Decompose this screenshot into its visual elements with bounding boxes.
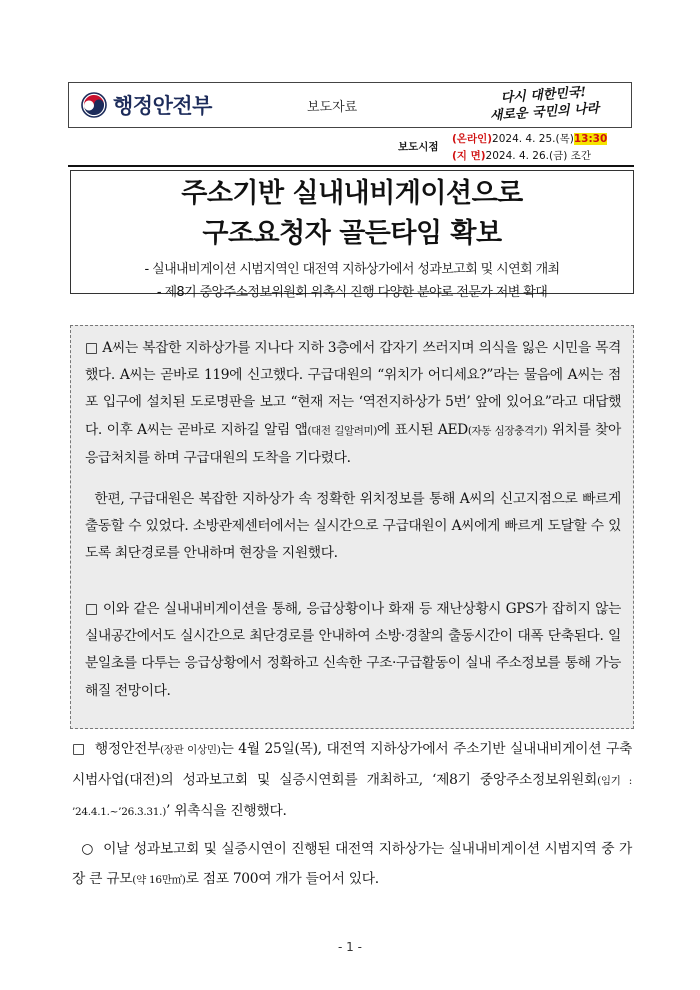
- scenario-paragraph-1: □ A씨는 복잡한 지하상가를 지나다 지하 3층에서 갑자기 쓰러지며 의식을 잃은 시민을 목격했다. A씨는 곧바로 119에 신고했다. 구급대원의 “위치가 어디세요?”라는 물음에 A씨는 점포 입구에 설치된 도로명판을 보고 “현재 저는 ‘역전지하상가 5번’ 앞에 있어요”라고 대답했다. 이후 A씨는 곧바로 지하길 알림 앱(대전 길알려미)에 표시된 AED(자동 심장충격기) 위치를 찾아 응급처치를 하며 구급대원의 도착을 기다렸다.: [85, 340, 621, 466]
- taegeuk-emblem-icon: [81, 92, 107, 118]
- headline: [71, 174, 633, 254]
- online-tag: (온라인): [452, 133, 493, 145]
- scenario-box: [70, 325, 634, 729]
- online-date: 2024. 4. 25.(목): [492, 133, 574, 145]
- body-paragraph-2: ○ 이날 성과보고회 및 실증시연이 진행된 대전역 지하상가는 실내내비게이션 시범지역 중 가장 큰 규모(약 16만㎡)로 점포 700여 개가 들어서 있다.: [72, 841, 632, 887]
- body-paragraph-1: □ 행정안전부(장관 이상민)는 4월 25일(목), 대전역 지하상가에서 주소기반 실내내비게이션 구축 시범사업(대전)의 성과보고회 및 실증시연회를 개최하고, ‘제8기 중앙주소정보위원회(임기 : ’24.4.1.~’26.3.31.)’ 위촉식을 진행했다.: [72, 741, 632, 819]
- bullet-circle: ○: [81, 841, 94, 857]
- ministry-name: 행정안전부: [113, 94, 212, 118]
- bullet-square: □: [85, 601, 99, 617]
- scenario-paragraph-3: □ 이와 같은 실내내비게이션을 통해, 응급상황이나 화재 등 재난상황시 GPS가 잡히지 않는 실내공간에서도 실시간으로 최단경로를 안내하여 소방·경찰의 출동시간이 대폭 단축된다. 일분일초를 다투는 응급상황에서 정확하고 신속한 구조·구급활동이 실내 주소정보를 통해 가능해질 전망이다.: [85, 601, 621, 699]
- subheadline-1: - 실내내비게이션 시범지역인 대전역 지하상가에서 성과보고회 및 시연회 개최: [144, 262, 560, 277]
- headline-line-1: 주소기반 실내내비게이션으로: [181, 178, 523, 209]
- release-label: 보도시점: [398, 141, 439, 153]
- online-time: 13:30: [573, 133, 608, 145]
- subheadlines: [71, 258, 633, 304]
- scenario-paragraph-2: 한편, 구급대원은 복잡한 지하상가 속 정확한 위치정보를 통해 A씨의 신고지점으로 빠르게 출동할 수 있었다. 소방관제센터에서는 실시간으로 구급대원이 A씨에게 빠르게 도달할 수 있도록 최단경로를 안내하며 현장을 지원했다.: [85, 491, 621, 562]
- bullet-square: □: [72, 741, 86, 757]
- subheadline-2: - 제8기 중앙주소정보위원회 위촉식 진행 다양한 분야로 전문가 저변 확대: [156, 285, 548, 300]
- print-date: 2024. 4. 26.(금) 조간: [485, 150, 591, 162]
- ministry-logo: [81, 90, 271, 120]
- slogan-line-1: 다시 대한민국!: [500, 85, 587, 106]
- document-type: 보도자료: [307, 100, 358, 115]
- release-print-row: [452, 148, 591, 163]
- header-divider: [68, 165, 634, 167]
- slogan: [478, 83, 610, 126]
- bullet-square: □: [85, 340, 99, 356]
- print-tag: (지 면): [452, 150, 486, 162]
- header-box: [68, 82, 632, 128]
- slogan-line-2: 새로운 국민의 나라: [489, 101, 600, 124]
- release-online-row: [452, 131, 607, 146]
- headline-line-2: 구조요청자 골든타임 확보: [202, 218, 502, 249]
- title-box: [70, 170, 634, 300]
- page-number: - 1 -: [338, 940, 362, 954]
